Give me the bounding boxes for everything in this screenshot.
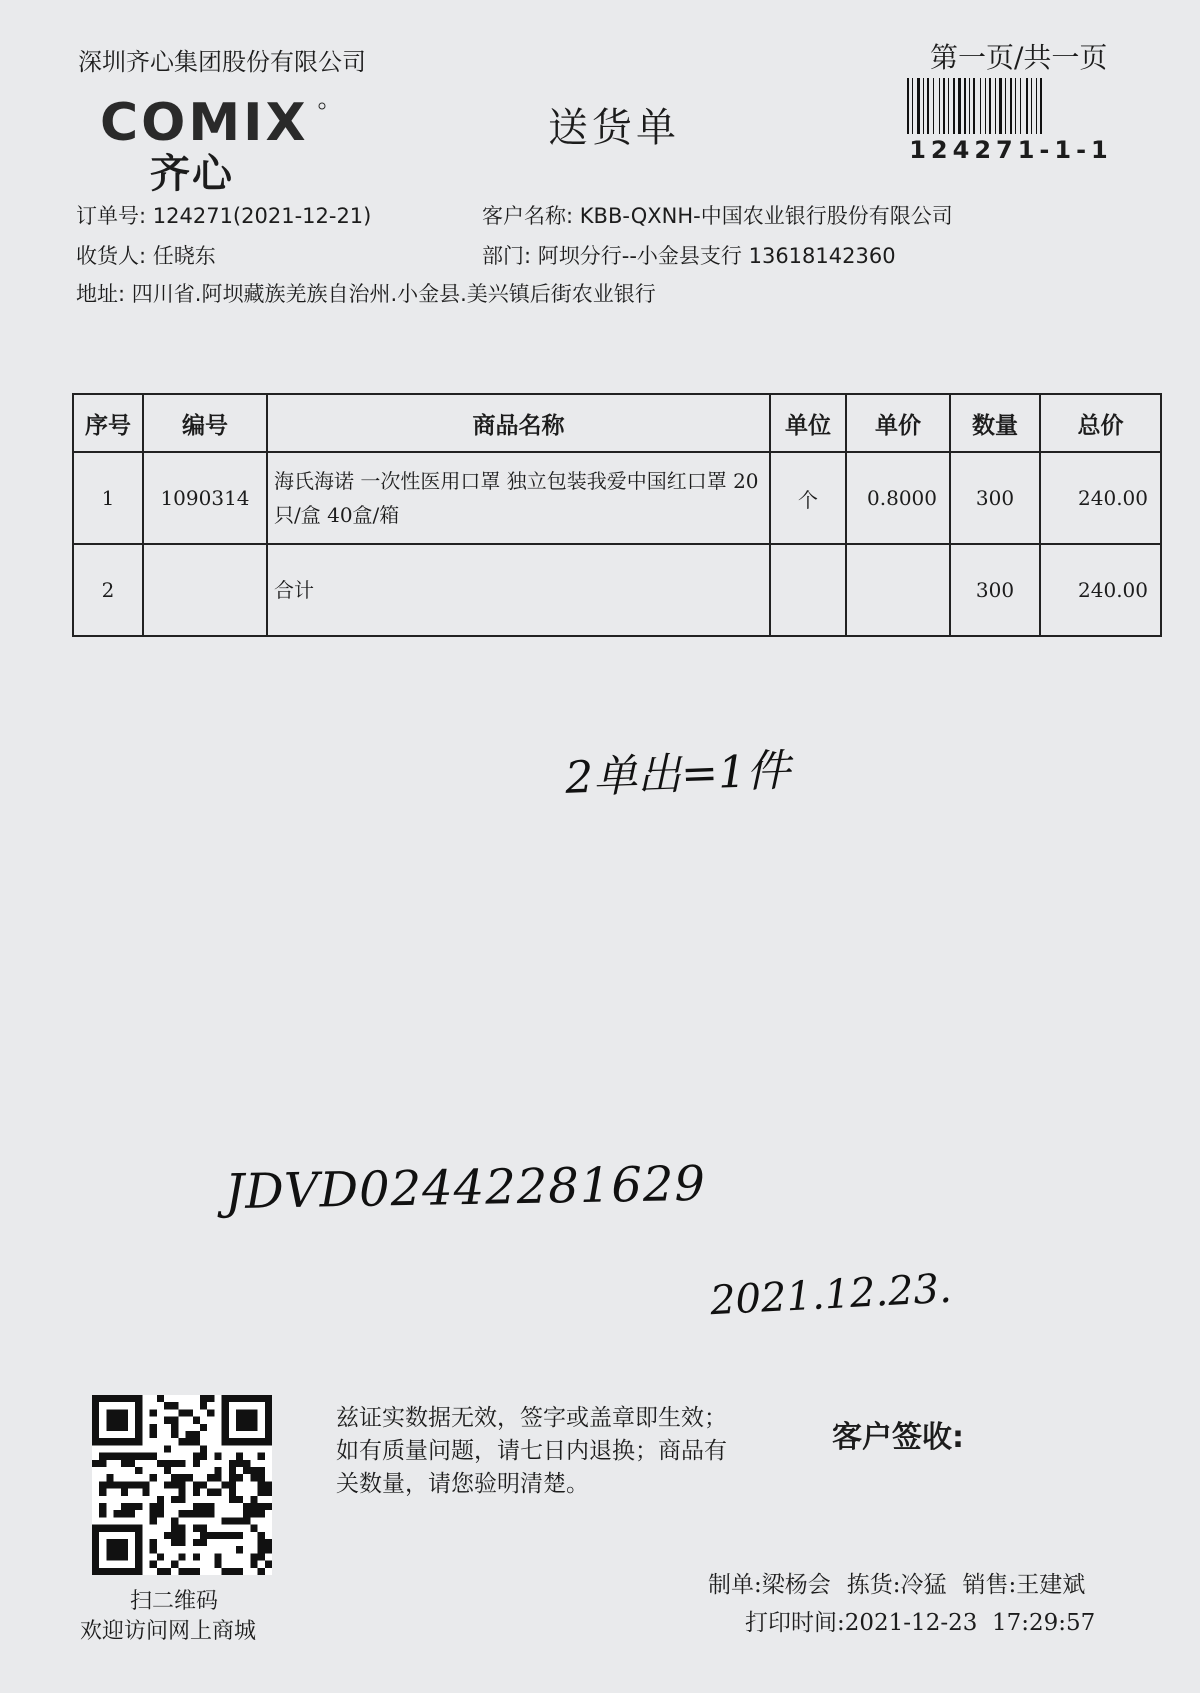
disclaimer-text: 兹证实数据无效，签字或盖章即生效；如有质量问题，请七日内退换；商品有关数量，请您验明清楚。 bbox=[336, 1405, 727, 1497]
logo-chinese: 齐心 bbox=[150, 151, 234, 197]
row-unit bbox=[770, 544, 846, 636]
handwritten-note: 2单出=1件 bbox=[564, 745, 791, 804]
customer-value: KBB-QXNH-中国农业银行股份有限公司 bbox=[579, 204, 953, 228]
address-field bbox=[76, 278, 656, 308]
picker-label: 拣货: bbox=[846, 1572, 901, 1598]
order-value: 124271(2021-12-21) bbox=[152, 204, 372, 228]
row-unit: 个 bbox=[770, 452, 846, 544]
dept-label: 部门: bbox=[482, 244, 532, 268]
qr-caption-scan: 扫二维码 bbox=[130, 1589, 219, 1614]
header-seq: 序号 bbox=[73, 394, 143, 452]
print-time-value: 2021-12-23 17:29:57 bbox=[844, 1610, 1096, 1636]
qr-code-image bbox=[92, 1395, 272, 1575]
table-row bbox=[73, 452, 1161, 544]
logo-text: COMIX bbox=[100, 93, 309, 152]
dept-value: 阿坝分行--小金县支行 13618142360 bbox=[537, 244, 896, 268]
row-quantity: 300 bbox=[950, 452, 1040, 544]
address-value: 四川省.阿坝藏族羌族自治州.小金县.美兴镇后街农业银行 bbox=[131, 282, 656, 306]
row-seq: 1 bbox=[73, 452, 143, 544]
goods-table bbox=[72, 393, 1162, 637]
row-code: 1090314 bbox=[143, 452, 267, 544]
customer-signature-label: 客户签收: bbox=[832, 1420, 964, 1455]
maker-name: 梁杨会 bbox=[761, 1572, 831, 1598]
row-unit-price: 0.8000 bbox=[846, 452, 950, 544]
page-indicator: 第一页/共一页 bbox=[930, 41, 1108, 74]
header-code: 编号 bbox=[143, 394, 267, 452]
header-unit: 单位 bbox=[770, 394, 846, 452]
table-row-summary bbox=[73, 544, 1161, 636]
barcode-image bbox=[905, 78, 1117, 134]
header-quantity: 数量 bbox=[950, 394, 1040, 452]
sales-name: 王建斌 bbox=[1016, 1572, 1086, 1598]
qr-caption-mall: 欢迎访问网上商城 bbox=[80, 1619, 257, 1644]
handwritten-tracking-number: JDVD02442281629 bbox=[224, 1155, 707, 1221]
row-code bbox=[143, 544, 267, 636]
table-header-row bbox=[73, 394, 1161, 452]
print-time-label: 打印时间: bbox=[745, 1610, 845, 1636]
header-product-name: 商品名称 bbox=[267, 394, 770, 452]
row-seq: 2 bbox=[73, 544, 143, 636]
staff-info bbox=[708, 1566, 1085, 1599]
customer-name-field bbox=[482, 200, 953, 230]
row-total: 240.00 bbox=[1040, 544, 1161, 636]
customer-label: 客户名称: bbox=[482, 204, 574, 228]
department-field bbox=[482, 240, 896, 270]
order-number-field bbox=[76, 200, 371, 230]
picker-name: 冷猛 bbox=[900, 1572, 947, 1598]
order-label: 订单号: bbox=[76, 204, 147, 228]
row-total: 240.00 bbox=[1040, 452, 1161, 544]
row-unit-price bbox=[846, 544, 950, 636]
receiver-field bbox=[76, 240, 216, 270]
maker-label: 制单: bbox=[708, 1572, 762, 1598]
handwritten-date: 2021.12.23. bbox=[708, 1265, 953, 1325]
receiver-label: 收货人: bbox=[76, 244, 147, 268]
row-quantity: 300 bbox=[950, 544, 1040, 636]
address-label: 地址: bbox=[76, 282, 126, 306]
row-product-name: 海氏海诺 一次性医用口罩 独立包装我爱中国红口罩 20只/盒 40盒/箱 bbox=[267, 452, 770, 544]
company-name: 深圳齐心集团股份有限公司 bbox=[78, 48, 366, 76]
row-product-name: 合计 bbox=[267, 544, 770, 636]
header-total: 总价 bbox=[1040, 394, 1161, 452]
print-time-info bbox=[745, 1604, 1095, 1637]
receiver-value: 任晓东 bbox=[152, 244, 216, 268]
header-unit-price: 单价 bbox=[846, 394, 950, 452]
sales-label: 销售: bbox=[962, 1572, 1017, 1598]
document-title: 送货单 bbox=[548, 105, 680, 151]
barcode-number: 124271-1-1 bbox=[909, 136, 1113, 164]
